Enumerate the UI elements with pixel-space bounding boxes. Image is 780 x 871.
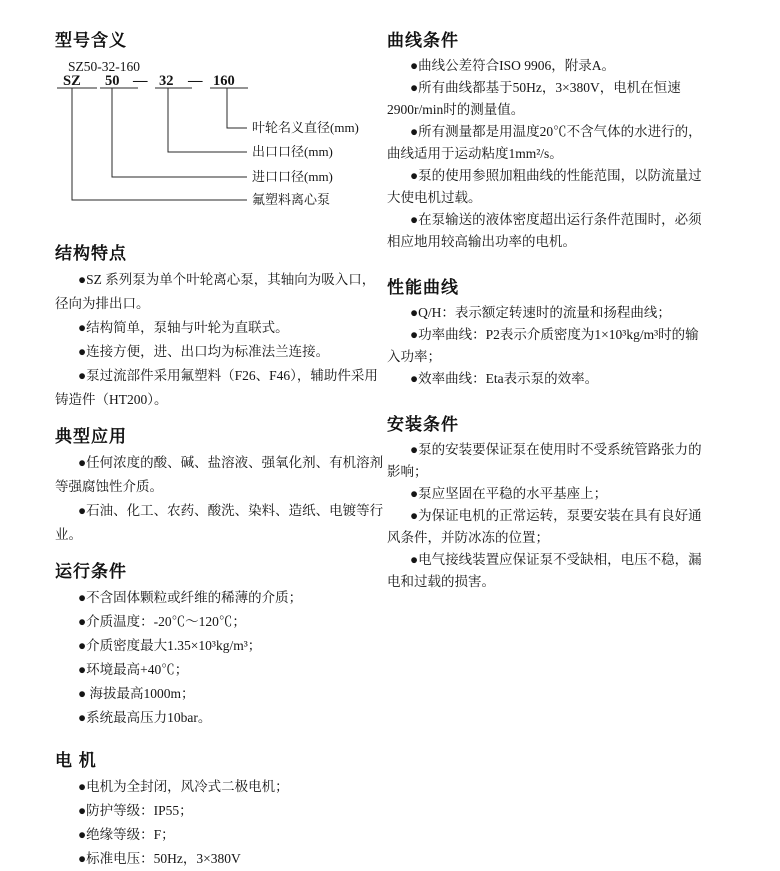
bullet-item: ●不含固体颗粒或纤维的稀薄的介质；: [78, 590, 303, 605]
bullet-item: ●所有曲线都基于50Hz，3×380V，电机在恒速2900r/min时的测量值。: [387, 80, 681, 117]
model-dash-1: —: [133, 73, 148, 89]
structure-bullet-list: [55, 268, 385, 412]
bullet-item: ●环境最高+40℃；: [78, 662, 189, 677]
model-part-series: SZ: [63, 73, 81, 89]
section-curve-conditions: [387, 30, 712, 253]
label-inlet-diameter: 进口口径(mm): [252, 169, 333, 184]
bullet-item: ●功率曲线：P2表示介质密度为1×10³kg/m³时的输入功率；: [387, 327, 699, 364]
label-outlet-diameter: 出口口径(mm): [252, 144, 333, 159]
bullet-item: ●石油、化工、农药、酸洗、染料、造纸、电镀等行业。: [55, 503, 384, 542]
connector-series: [72, 88, 247, 200]
bullet-item: ●泵过流部件采用氟塑料（F26、F46），辅助件采用铸造件（HT200）。: [55, 368, 378, 407]
motor-bullet-list: [55, 775, 385, 871]
performance-curves-heading: 性能曲线: [387, 278, 459, 297]
bullet-item: ●连接方便，进、出口均为标准法兰连接。: [78, 344, 330, 359]
model-dash-2: —: [188, 73, 203, 89]
section-structure: [55, 243, 385, 412]
installation-conditions-heading: 安装条件: [387, 415, 459, 434]
model-code-diagram: [55, 55, 385, 223]
bullet-item: ●结构简单，泵轴与叶轮为直联式。: [78, 320, 289, 335]
section-operating-conditions: [55, 561, 385, 730]
motor-heading: 电 机: [55, 751, 97, 770]
bullet-item: ●泵的安装要保证泵在使用时不受系统管路张力的影响；: [387, 442, 702, 479]
bullet-item: ●Q/H：表示额定转速时的流量和扬程曲线；: [410, 305, 671, 320]
bullet-item: ●泵的使用参照加粗曲线的性能范围，以防流量过大使电机过载。: [387, 168, 702, 205]
section-performance-curves: [387, 277, 712, 390]
bullet-item: ●效率曲线：Eta表示泵的效率。: [410, 371, 599, 386]
installation-bullet-list: [387, 439, 712, 593]
bullet-item: ●介质温度：-20℃～120℃；: [78, 614, 246, 629]
bullet-item: ●SZ 系列泵为单个叶轮离心泵，其轴向为吸入口，径向为排出口。: [55, 272, 376, 311]
bullet-item: ●介质密度最大1.35×10³kg/m³；: [78, 638, 262, 653]
right-column: [387, 30, 712, 593]
section-motor: [55, 750, 385, 871]
bullet-item: ●任何浓度的酸、碱、盐溶液、强氧化剂、有机溶剂等强腐蚀性介质。: [55, 455, 384, 494]
model-part-outlet: 32: [159, 73, 174, 89]
connector-impeller: [227, 88, 247, 128]
bullet-item: ●防护等级：IP55；: [78, 803, 193, 818]
model-code-full: SZ50-32-160: [68, 59, 140, 74]
operating-conditions-heading: 运行条件: [55, 562, 127, 581]
connector-outlet: [168, 88, 247, 152]
bullet-item: ●为保证电机的正常运转，泵要安装在具有良好通风条件，并防冰冻的位置；: [387, 508, 702, 545]
model-part-inlet: 50: [105, 73, 120, 89]
bullet-item: ●电机为全封闭，风冷式二极电机；: [78, 779, 289, 794]
section-applications: [55, 426, 385, 547]
model-part-impeller: 160: [213, 73, 235, 89]
section-model-meaning: [55, 30, 385, 223]
model-meaning-heading: 型号含义: [55, 31, 127, 50]
curve-conditions-heading: 曲线条件: [387, 31, 459, 50]
bullet-item: ●在泵输送的液体密度超出运行条件范围时，必须相应地用较高输出功率的电机。: [387, 212, 702, 249]
structure-heading: 结构特点: [55, 244, 127, 263]
bullet-item: ●电气接线装置应保证泵不受缺相，电压不稳，漏电和过载的损害。: [387, 552, 702, 589]
bullet-item: ●系统最高压力10bar。: [78, 710, 212, 725]
bullet-item: ●标准电压：50Hz，3×380V: [78, 851, 241, 866]
bullet-item: ●所有测量都是用温度20℃不含气体的水进行的，曲线适用于运动粘度1mm²/s。: [387, 124, 702, 161]
bullet-item: ● 海拔最高1000m；: [78, 686, 195, 701]
applications-bullet-list: [55, 451, 385, 547]
operating-bullet-list: [55, 586, 385, 730]
section-installation-conditions: [387, 414, 712, 593]
left-column: [55, 30, 385, 871]
label-pump-type: 氟塑料离心泵: [252, 192, 331, 207]
performance-curves-bullet-list: [387, 302, 712, 390]
curve-conditions-bullet-list: [387, 55, 712, 253]
applications-heading: 典型应用: [55, 427, 127, 446]
bullet-item: ●绝缘等级：F；: [78, 827, 175, 842]
bullet-item: ●曲线公差符合ISO 9906，附录A。: [410, 58, 616, 73]
bullet-item: ●泵应坚固在平稳的水平基座上；: [410, 486, 608, 501]
label-impeller-diameter: 叶轮名义直径(mm): [252, 120, 359, 135]
